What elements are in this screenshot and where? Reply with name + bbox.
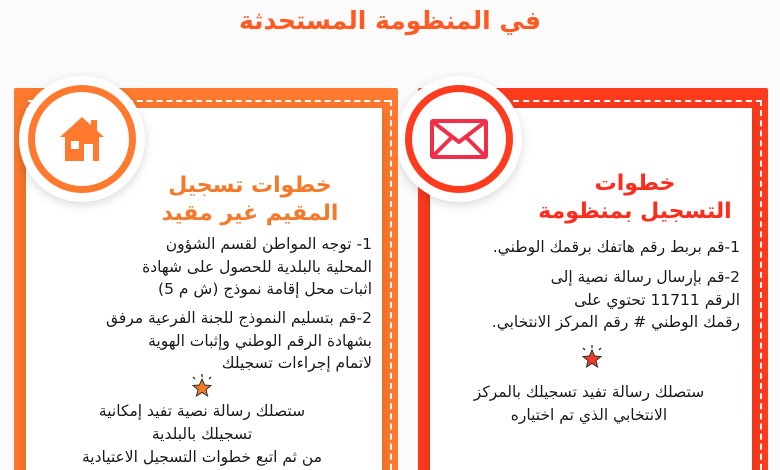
nonresident-step-2-line2: بشهادة الرقم الوطني وإثبات الهوية (148, 331, 372, 350)
nonresident-card-dash-side (390, 100, 392, 470)
nonresident-step-2-line3: لاتمام إجراءات تسجيلك (221, 354, 372, 372)
registration-title-line2: التسجيل بمنظومة (538, 199, 732, 224)
registration-step-2-line2: الرقم 11711 تحتوي على (574, 290, 740, 309)
registration-card-title (520, 170, 750, 226)
envelope-icon (430, 119, 488, 159)
registration-step-2 (438, 266, 740, 334)
registration-step-2-line1: 2-قم بإرسال رسالة نصية إلى (550, 268, 740, 286)
nonresident-step-1-line2: المحلية بالبلدية للحصول على شهادة (142, 257, 372, 276)
nonresident-note-line2: تسجيلك بالبلدية (151, 425, 253, 443)
nonresident-note-line3: من ثم اتبع خطوات التسجيل الاعتيادية (81, 448, 323, 466)
nonresident-step-2 (32, 307, 372, 375)
nonresident-step-1-line1: 1- توجه المواطن لقسم الشؤون (165, 235, 372, 253)
nonresident-step-1-line3: اثبات محل إقامة نموذج (ش م 5) (158, 280, 372, 298)
nonresident-step-1 (32, 233, 372, 301)
registration-step-2-line3: رقمك الوطني # رقم المركز الانتخابي. (491, 313, 740, 331)
registration-badge (396, 76, 522, 202)
nonresident-badge (19, 76, 145, 202)
home-icon (57, 114, 107, 164)
registration-title-line1: خطوات (594, 171, 676, 196)
nonresident-title-line2: المقيم غير مقيد (161, 201, 339, 226)
page-title: في المنظومة المستحدثة (238, 6, 542, 35)
registration-step-1: 1-قم بربط رقم هاتفك برقمك الوطني. (492, 238, 740, 256)
registration-card-dash-side (760, 100, 762, 470)
star-icon (189, 374, 215, 400)
nonresident-card-title (150, 172, 350, 228)
nonresident-step-2-line1: 2-قم بتسليم النموذج للجنة الفرعية مرفق (105, 309, 372, 327)
registration-note-line1: ستصلك رسالة تفيد تسجيلك بالمركز (473, 383, 705, 401)
nonresident-note (32, 400, 372, 469)
nonresident-title-line1: خطوات تسجيل (168, 173, 332, 198)
star-icon (579, 345, 605, 371)
registration-note (438, 381, 740, 427)
registration-note-line2: الانتخابي الذي تم اختياره (510, 406, 668, 424)
nonresident-note-line1: ستصلك رسالة نصية تفيد إمكانية (98, 402, 306, 420)
